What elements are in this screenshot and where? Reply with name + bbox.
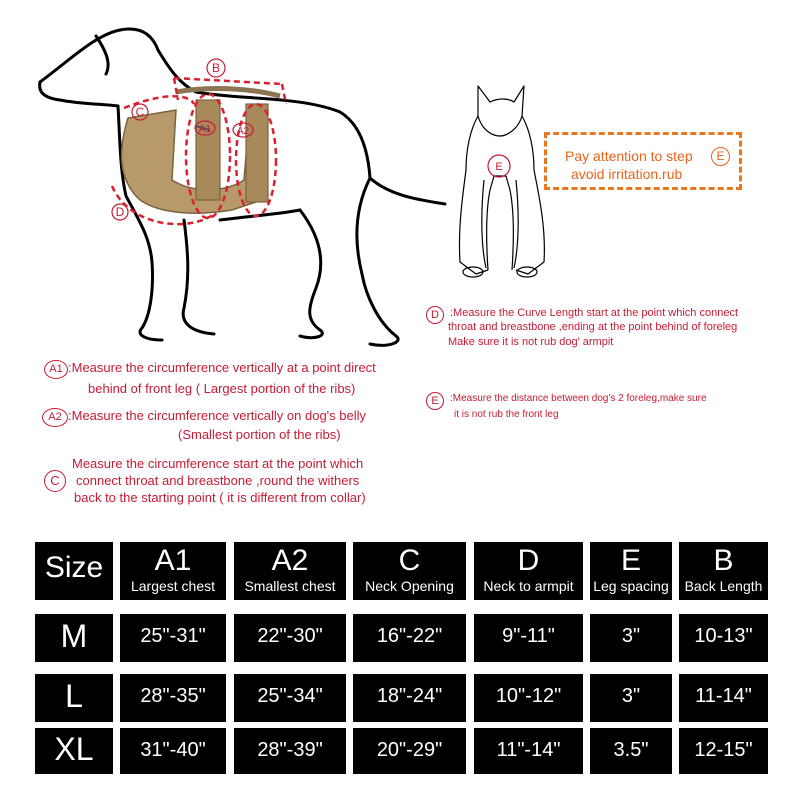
header-a2-code: A2 [271,544,309,577]
header-e-name: Leg spacing [593,578,669,594]
note-c [72,456,366,507]
size-xl: XL [54,731,94,767]
note-d-badge: D [426,306,444,324]
value-cell [353,674,466,722]
value-cell [474,728,583,774]
header-b-name: Back Length [684,578,763,594]
size-cell-m [35,614,113,662]
note-a2-line2: (Smallest portion of the ribs) [178,426,341,442]
value-xl-e: 3.5" [613,739,649,761]
value-m-d: 9"-11" [502,625,555,647]
note-a2-badge: A2 [42,408,68,427]
value-m-c: 16"-22" [376,625,443,647]
value-m-e: 3" [621,625,641,647]
header-a1 [120,542,226,600]
note-c-line2: connect throat and breastbone ,round the withers [76,472,360,488]
attention-line1: Pay attention to step [565,148,693,164]
value-l-c: 18"-24" [376,685,443,707]
note-d-line2: throat and breastbone ,ending at the point behind of foreleg [448,321,738,334]
value-cell [120,728,226,774]
value-cell [590,728,672,774]
note-e-line1: :Measure the distance between dog's 2 foreleg,make sure [450,393,707,404]
note-a2-line1: :Measure the circumference vertically on dog's belly [68,408,367,423]
header-c-code: C [398,544,421,577]
dog-front-outline [459,86,544,277]
label-c: C [135,105,145,119]
header-b [679,542,768,600]
value-cell [234,728,346,774]
size-cell-l [35,674,113,722]
value-l-a1: 28"-35" [140,685,206,707]
value-xl-d: 11"-14" [496,739,561,761]
value-cell [120,674,226,722]
value-m-a2: 22"-30" [257,625,323,647]
note-d-line1: :Measure the Curve Length start at the point which connect [450,307,738,319]
note-c-line1: Measure the circumference start at the point which [72,456,364,471]
note-c-badge: C [44,470,66,492]
label-a2: A2 [236,126,250,137]
value-cell [474,674,583,722]
header-c-name: Neck Opening [365,578,454,594]
value-xl-c: 20"-29" [376,739,443,761]
value-xl-b: 12-15" [694,739,753,761]
header-d-name: Neck to armpit [483,578,574,594]
note-a1-line1: :Measure the circumference vertically at a point direct [68,360,376,375]
attention-badge-e: E [711,147,730,166]
size-header-cell [35,542,113,600]
header-e-code: E [620,544,641,577]
note-e-badge: E [426,392,444,410]
value-m-a1: 25"-31" [140,625,206,647]
value-cell [353,614,466,662]
value-cell [353,728,466,774]
note-a2 [68,408,366,444]
value-l-d: 10"-12" [495,685,562,707]
label-e: E [495,161,503,173]
header-d-code: D [517,544,540,577]
header-d [474,542,583,600]
value-cell [679,728,768,774]
label-a1: A1 [198,124,212,135]
value-cell [234,674,346,722]
note-d-line3: Make sure it is not rub dog' armpit [448,335,614,348]
value-l-e: 3" [621,685,641,707]
harness [122,89,280,214]
note-c-line3: back to the starting point ( it is different from collar) [74,489,366,505]
header-a2-name: Smallest chest [244,578,336,594]
header-c [353,542,466,600]
value-xl-a2: 28"-39" [257,739,323,761]
value-cell [679,614,768,662]
size-m: M [60,618,88,654]
size-l: L [65,678,83,714]
header-a1-code: A1 [154,544,192,577]
label-b: B [211,61,221,75]
note-d [450,306,738,349]
header-a2 [234,542,346,600]
value-cell [590,614,672,662]
size-cell-xl [35,728,113,774]
value-xl-a1: 31"-40" [140,739,206,761]
note-e-line2: it is not rub the front leg [454,409,559,420]
value-l-a2: 25"-34" [257,685,323,707]
value-cell [234,614,346,662]
note-e [450,392,707,421]
attention-box [544,132,742,190]
value-cell [474,614,583,662]
size-header: Size [44,551,104,584]
header-e [590,542,672,600]
note-a1-line2: behind of front leg ( Largest portion of the ribs) [88,380,356,396]
value-cell [120,614,226,662]
note-a1 [68,360,376,398]
header-b-code: B [713,544,734,577]
value-l-b: 11-14" [695,685,752,707]
value-cell [679,674,768,722]
value-m-b: 10-13" [694,625,753,647]
value-cell [590,674,672,722]
note-a1-badge: A1 [44,360,68,379]
label-d: D [115,205,125,219]
attention-line2: avoid irritation.rub [571,166,683,182]
header-a1-name: Largest chest [130,578,216,594]
